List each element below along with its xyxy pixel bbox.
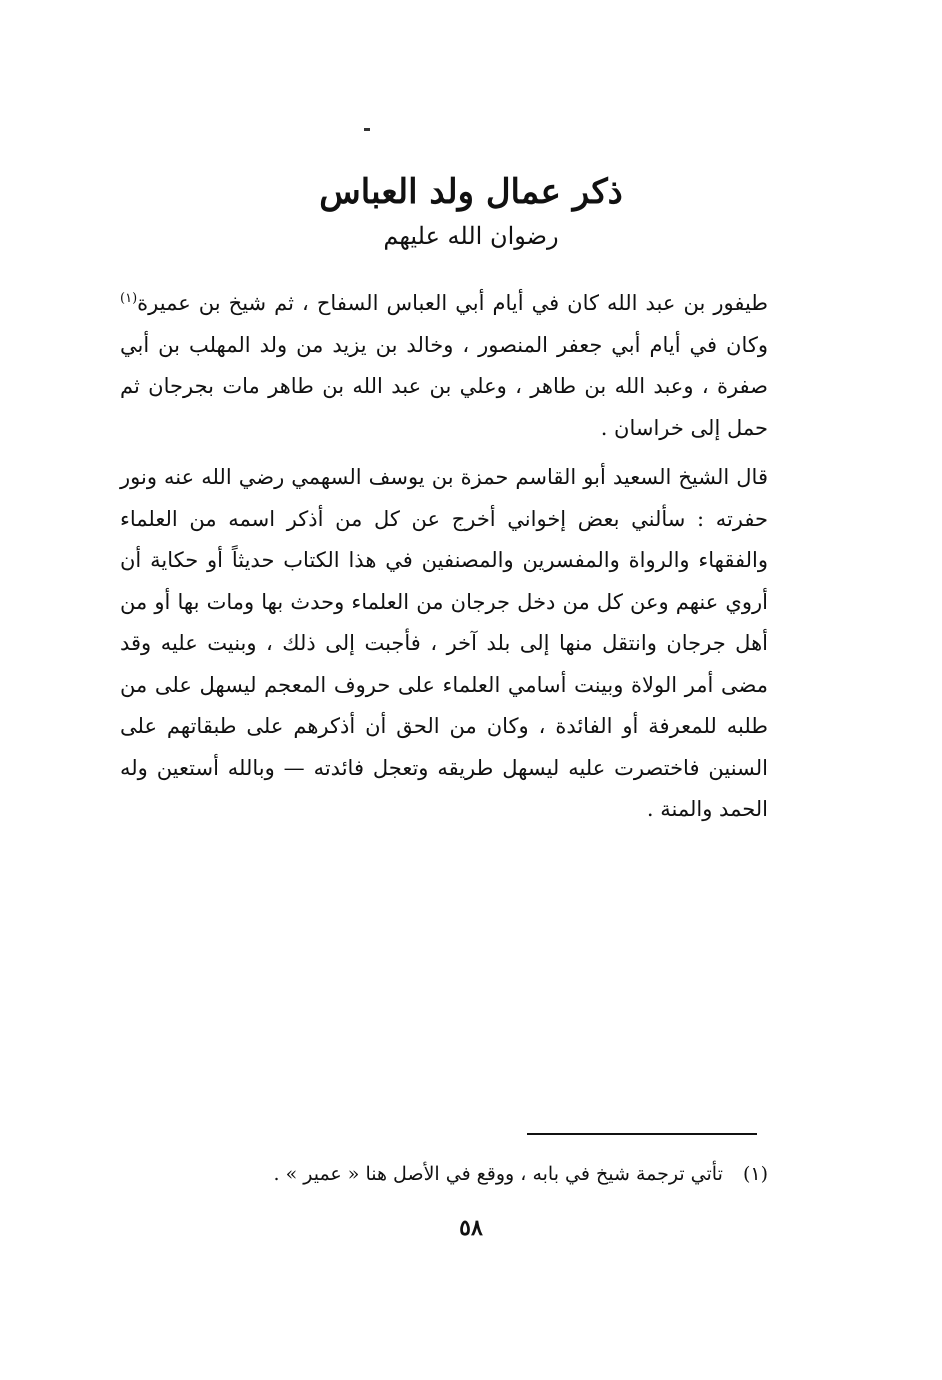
- footnote-divider: [527, 1133, 757, 1135]
- footnote-number: (١): [742, 1163, 768, 1185]
- chapter-subtitle: رضوان الله عليهم: [383, 222, 559, 250]
- paragraph-1: [120, 283, 768, 449]
- footnote-reference: (١): [120, 291, 138, 306]
- print-mark: [364, 128, 370, 131]
- page-number: ٥٨: [459, 1215, 483, 1241]
- paragraph-1-rest: وكان في أيام أبي جعفر المنصور ، وخالد بن يزيد من ولد المهلب بن أبي صفرة ، وعبد الله بن طاهر ، وعلي بن عبد الله بن طاهر مات بجرجان ثم حمل إلى خراسان .: [120, 332, 768, 440]
- paragraph-1-text: طيفور بن عبد الله كان في أيام أبي العباس السفاح ، ثم شيخ بن عميرة: [137, 291, 768, 315]
- footnote: [120, 1158, 768, 1190]
- footnote-text: تأتي ترجمة شيخ في بابه ، ووقع في الأصل هنا « عمير » .: [273, 1163, 723, 1185]
- chapter-title: ذكر عمال ولد العباس: [319, 172, 623, 212]
- paragraph-2: قال الشيخ السعيد أبو القاسم حمزة بن يوسف السهمي رضي الله عنه ونور حفرته : سألني بعض إخواني أخرج عن كل من أذكر اسمه من العلماء والفقهاء والرواة والمفسرين والمصنفين في هذا الكتاب حديثاً أو حكاية أن أروي عنهم وعن كل من دخل جرجان من العلماء وحدث بها ومات بها أو من أهل جرجان وانتقل منها إلى بلد آخر ، فأجبت إلى ذلك ، وبنيت عليه وقد مضى أمر الولاة وبينت أسامي العلماء على حروف المعجم ليسهل على من طلبه للمعرفة أو الفائدة ، وكان من الحق أن أذكرهم على طبقاتهم على السنين فاختصرت عليه ليسهل طريقه وتعجل فائدته — وبالله أستعين وله الحمد والمنة .: [120, 465, 768, 821]
